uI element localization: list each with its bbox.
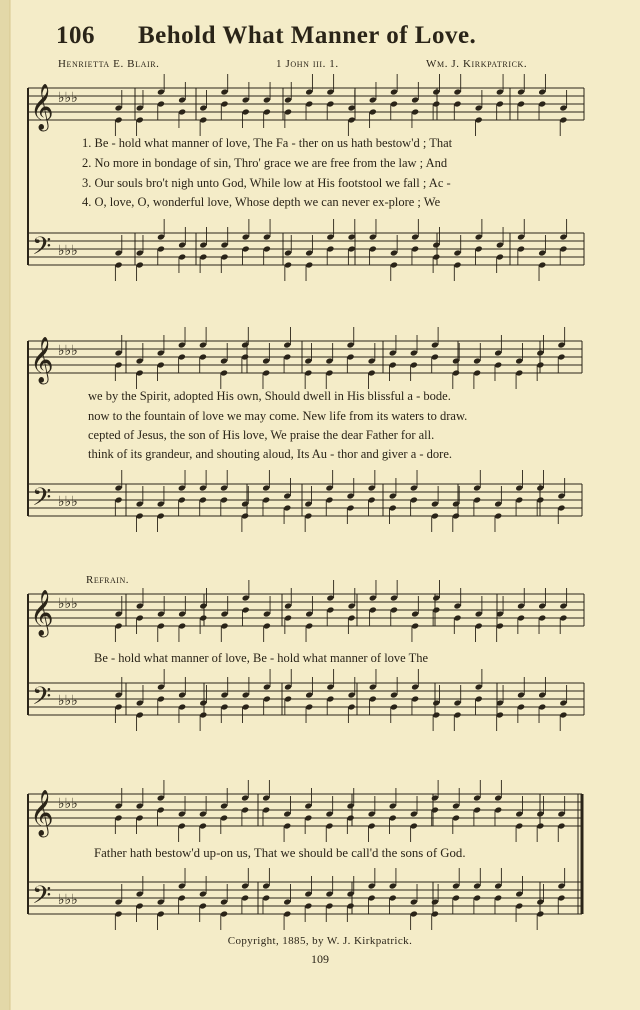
bass-notes-2 bbox=[114, 470, 565, 532]
treble-clef-icon: 𝄞 bbox=[30, 790, 54, 836]
key-signature-flats-icon: ♭♭♭ bbox=[58, 243, 78, 259]
treble-notes-1 bbox=[115, 74, 568, 136]
verse-2-line-2: now to the fountain of love we may come. New life from its waters to draw. bbox=[88, 409, 468, 423]
bass-clef-icon: 𝄢 bbox=[32, 232, 52, 267]
verse-1-line-1: 1. Be - hold what manner of love, The Fa - ther on us hath bestow'd ; That bbox=[82, 136, 453, 150]
bass-notes-4 bbox=[114, 868, 565, 930]
key-signature-flats-icon: ♭♭♭ bbox=[58, 494, 78, 510]
key-signature-flats-icon: ♭♭♭ bbox=[58, 343, 78, 359]
verse-4-line-1: 4. O, love, O, wonderful love, Whose depth we can never ex-plore ; We bbox=[82, 195, 441, 209]
treble-notes-2 bbox=[114, 327, 565, 389]
key-signature-flats-icon: ♭♭♭ bbox=[58, 796, 78, 812]
refrain-line-1: Be - hold what manner of love, Be - hold what manner of love The bbox=[94, 651, 429, 665]
key-signature-flats-icon: ♭♭♭ bbox=[58, 90, 78, 106]
bass-staff-1 bbox=[28, 233, 584, 265]
copyright-notice: Copyright, 1885, by W. J. Kirkpatrick. bbox=[227, 935, 413, 947]
treble-notes-4 bbox=[114, 780, 565, 842]
hymn-number: 106 bbox=[56, 22, 95, 49]
bass-notes-1 bbox=[115, 219, 568, 281]
key-signature-flats-icon: ♭♭♭ bbox=[58, 693, 78, 709]
refrain-line-2: Father hath bestow'd up-on us, That we should be call'd the sons of God. bbox=[94, 846, 466, 860]
treble-staff-2 bbox=[28, 341, 582, 373]
bass-clef-icon: 𝄢 bbox=[32, 483, 52, 518]
page-number: 109 bbox=[311, 952, 329, 966]
hymn-title: Behold What Manner of Love. bbox=[138, 22, 477, 49]
verse-1-line-2: we by the Spirit, adopted His own, Should dwell in His blissful a - bode. bbox=[88, 389, 451, 403]
verse-2-line-1: 2. No more in bondage of sin, Thro' grace we are free from the law ; And bbox=[82, 156, 448, 170]
treble-clef-icon: 𝄞 bbox=[30, 337, 54, 383]
bass-notes-3 bbox=[115, 669, 568, 731]
author-credit: Henrietta E. Blair. bbox=[58, 58, 160, 70]
composer-credit: Wm. J. Kirkpatrick. bbox=[426, 58, 528, 70]
treble-clef-icon: 𝄞 bbox=[30, 84, 54, 130]
bass-clef-icon: 𝄢 bbox=[32, 682, 52, 717]
bass-staff-2 bbox=[28, 484, 582, 516]
bass-clef-icon: 𝄢 bbox=[32, 881, 52, 916]
verse-3-line-1: 3. Our souls bro't nigh unto God, While low at His footstool we fall ; Ac - bbox=[82, 176, 451, 190]
key-signature-flats-icon: ♭♭♭ bbox=[58, 596, 78, 612]
verse-3-line-2: cepted of Jesus, the son of His love, We praise the dear Father for all. bbox=[88, 428, 435, 442]
treble-clef-icon: 𝄞 bbox=[30, 590, 54, 636]
refrain-heading: Refrain. bbox=[86, 574, 129, 586]
scripture-reference: 1 John iii. 1. bbox=[276, 58, 339, 70]
key-signature-flats-icon: ♭♭♭ bbox=[58, 892, 78, 908]
verse-4-line-2: think of its grandeur, and shouting aloud, Its Au - thor and giver a - dore. bbox=[88, 447, 453, 461]
treble-notes-3 bbox=[115, 580, 568, 642]
treble-staff-3 bbox=[28, 594, 584, 626]
